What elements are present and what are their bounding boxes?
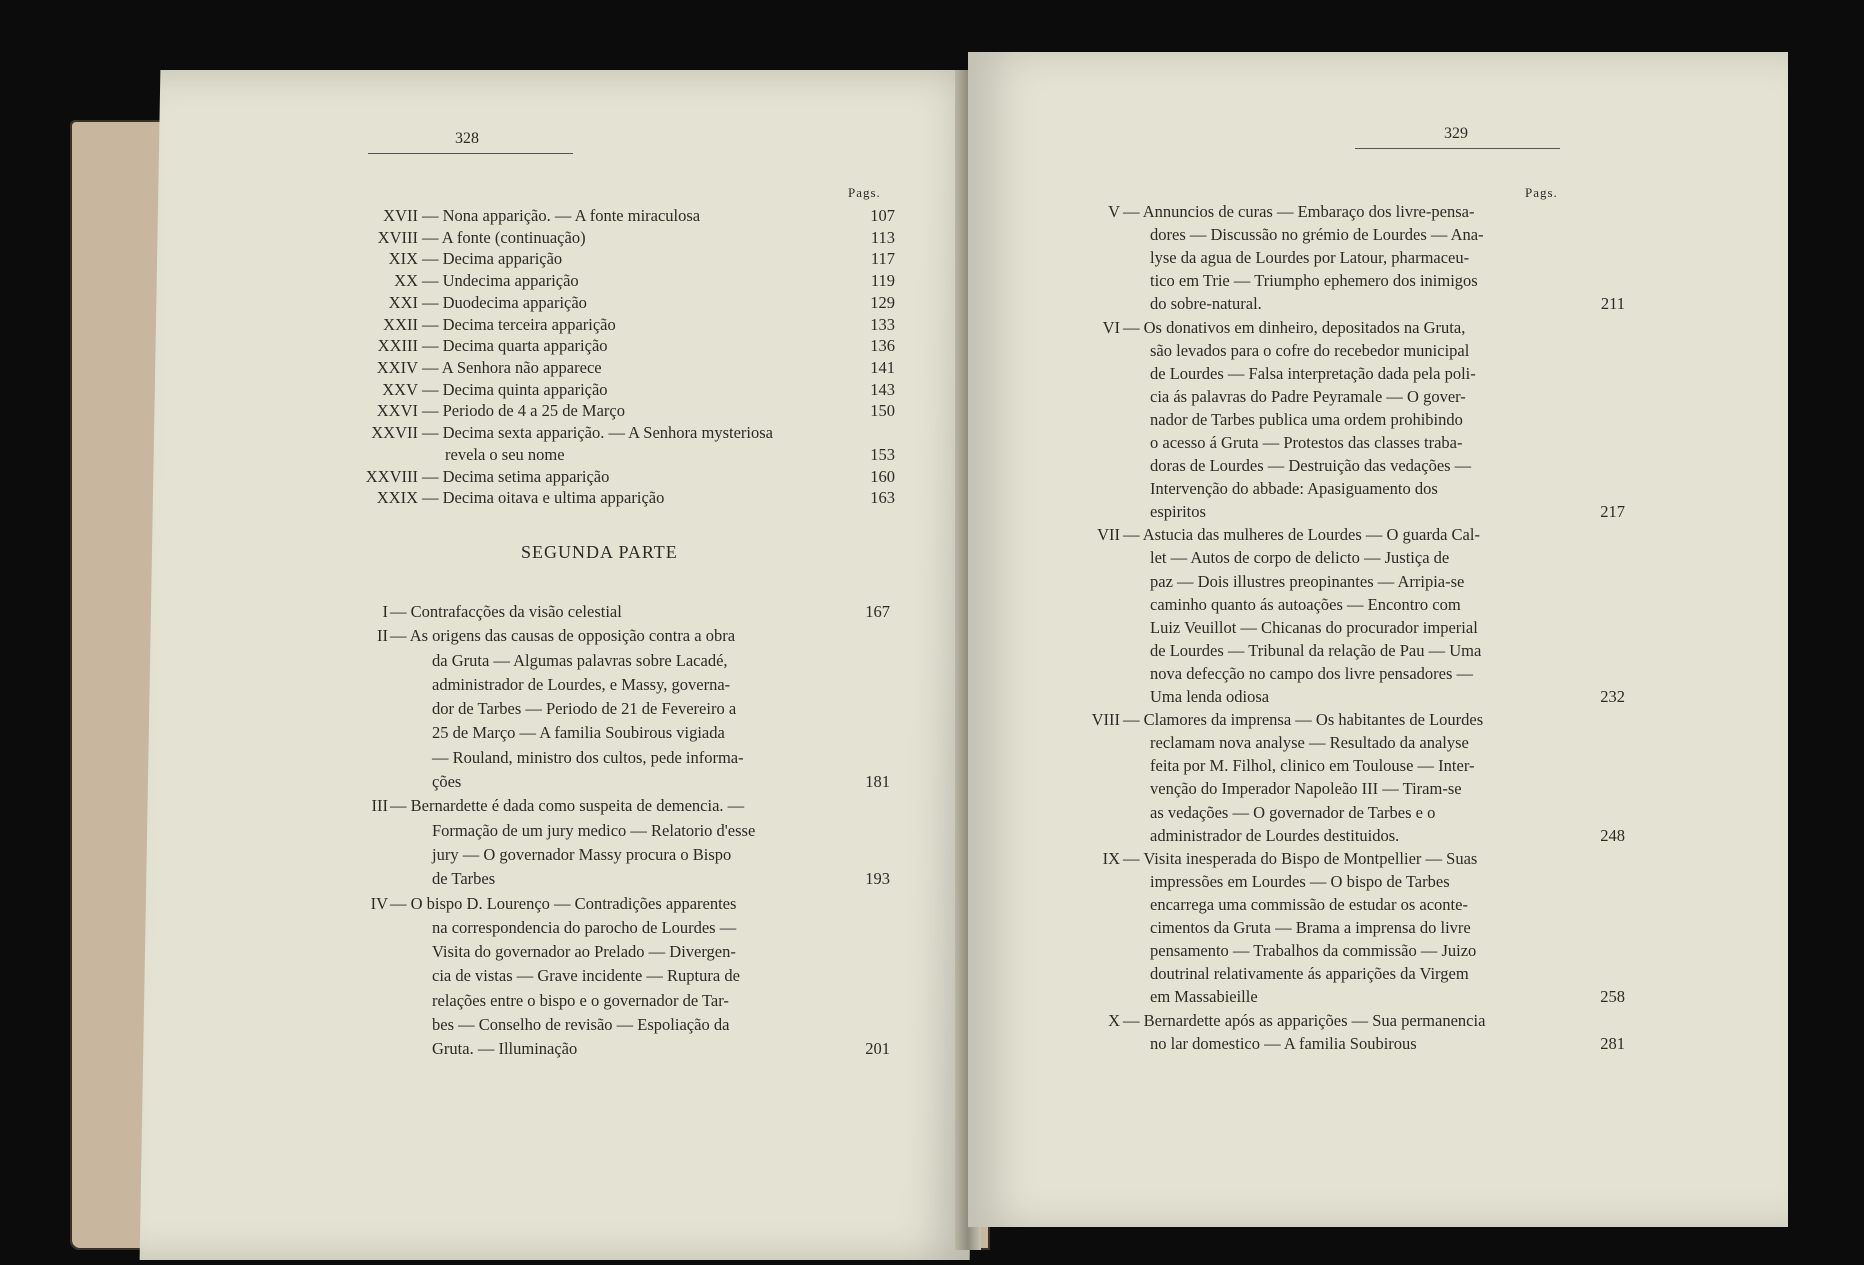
- entry-page: 163: [870, 488, 895, 508]
- entry-page: 181: [865, 772, 890, 792]
- section-heading: SEGUNDA PARTE: [521, 542, 678, 562]
- entry-title-line: de Lourdes — Falsa interpretação dada pela poli-: [1150, 363, 1476, 383]
- entry-page: 167: [865, 602, 890, 621]
- entry-page: 258: [1600, 987, 1625, 1007]
- entry-title-line: paz — Dois illustres preopinantes — Arripia-se: [1150, 571, 1465, 591]
- entry-title-line: relações entre o bispo e o governador de Tar-: [432, 990, 729, 1010]
- entry-number: VI: [1102, 317, 1120, 337]
- entry-page: 117: [870, 249, 895, 269]
- entry-page: 119: [870, 271, 895, 291]
- entry-title-line: de Lourdes — Tribunal da relação de Pau — Uma: [1150, 640, 1482, 660]
- entry-page: 211: [1600, 294, 1625, 314]
- entry-page: 193: [865, 869, 890, 889]
- entry-number: XXIV: [376, 357, 418, 377]
- entry-title: — Nona apparição. — A fonte miraculosa: [422, 206, 701, 225]
- entry-number: III: [371, 796, 388, 816]
- header-rule: [368, 153, 573, 154]
- entry-title-line: administrador de Lourdes, e Massy, governa-: [432, 674, 731, 694]
- entry-number: XVIII: [377, 227, 418, 247]
- entry-number: VII: [1097, 525, 1120, 545]
- entry-title-line: pensamento — Trabalhos da commissão — Juizo: [1150, 941, 1477, 961]
- entry-number: XXI: [388, 292, 418, 312]
- entry-title-line: na correspondencia do parocho de Lourdes —: [432, 917, 737, 937]
- entry-number: V: [1108, 202, 1120, 221]
- entry-title-line: cia ás palavras do Padre Peyramale — O gover-: [1150, 386, 1466, 406]
- entry-number: XIX: [388, 249, 418, 269]
- entry-title-line: Formação de um jury medico — Relatorio d'esse: [432, 820, 756, 840]
- entry-title-line: — Contrafacções da visão celestial: [390, 602, 622, 621]
- entry-title: — Undecima apparição: [422, 271, 579, 291]
- entry-page: 129: [870, 292, 895, 312]
- entry-title-line: — O bispo D. Lourenço — Contradições apparentes: [390, 893, 737, 913]
- entry-title-line: cia de vistas — Grave incidente — Ruptura de: [432, 966, 740, 986]
- entry-title-line: Gruta. — Illuminação: [432, 1039, 578, 1059]
- entry-title-line: são levados para o cofre do recebedor municipal: [1150, 340, 1470, 360]
- entry-number: XXVI: [376, 401, 418, 421]
- entry-title-line: o acesso á Gruta — Protestos das classes traba-: [1150, 433, 1463, 452]
- pags-label: Pags.: [1525, 185, 1558, 200]
- entry-title-continued: revela o seu nome: [445, 445, 565, 464]
- entry-title-line: espiritos: [1150, 502, 1206, 522]
- entry-title-line: jury — O governador Massy procura o Bispo: [432, 844, 732, 864]
- header-rule: [1355, 148, 1560, 149]
- entry-title-line: — Astucia das mulheres de Lourdes — O guarda Cal-: [1123, 525, 1480, 545]
- entry-number: XXII: [383, 314, 418, 334]
- entry-title-line: da Gruta — Algumas palavras sobre Lacadé,: [432, 650, 728, 670]
- entry-title: — A Senhora não apparece: [422, 357, 602, 377]
- entry-page: 281: [1600, 1033, 1625, 1053]
- entry-page: 217: [1600, 502, 1625, 522]
- entry-title-line: — Rouland, ministro dos cultos, pede informa-: [432, 747, 744, 767]
- entry-number: XXIX: [376, 488, 418, 508]
- entry-title-line: bes — Conselho de revisão — Espoliação da: [432, 1015, 730, 1035]
- entry-title-line: — Os donativos em dinheiro, depositados na Gruta,: [1123, 317, 1466, 337]
- entry-title-line: dores — Discussão no grémio de Lourdes — Ana-: [1150, 225, 1484, 245]
- entry-page: 160: [870, 466, 895, 486]
- entry-page: 248: [1600, 825, 1625, 845]
- entry-number: IV: [370, 893, 388, 913]
- entry-title: — Decima terceira apparição: [422, 314, 616, 334]
- entry-title-line: 25 de Março — A familia Soubirous vigiada: [432, 723, 725, 743]
- entry-title-line: encarrega uma commissão de estudar os aconte-: [1150, 894, 1468, 914]
- entry-title-line: — Bernardette após as apparições — Sua permanencia: [1123, 1010, 1486, 1030]
- entry-title-line: — Annuncios de curas — Embaraço dos livre-pensa-: [1123, 202, 1475, 221]
- entry-title: — Decima setima apparição: [422, 466, 610, 486]
- entry-number: I: [382, 602, 388, 621]
- entry-title-line: ções: [432, 772, 462, 792]
- entry-page: 201: [865, 1039, 890, 1059]
- entry-title-line: em Massabieille: [1150, 987, 1258, 1007]
- entry-title: — Decima apparição: [422, 249, 563, 269]
- entry-title-line: no lar domestico — A familia Soubirous: [1150, 1033, 1417, 1053]
- entry-number: II: [377, 626, 388, 646]
- pags-label: Pags.: [848, 185, 881, 200]
- entry-number: XXVIII: [365, 466, 418, 486]
- entry-title: — A fonte (continuação): [422, 227, 586, 247]
- entry-title-line: feita por M. Filhol, clinico em Toulouse — Inter-: [1150, 756, 1475, 776]
- entry-title-line: — Visita inesperada do Bispo de Montpellier — Suas: [1123, 848, 1478, 868]
- entry-title-line: — As origens das causas de opposição contra a obra: [390, 626, 736, 646]
- entry-title-line: as vedações — O governador de Tarbes e o: [1150, 802, 1436, 822]
- entry-title-line: reclamam nova analyse — Resultado da analyse: [1150, 733, 1469, 753]
- entry-title-line: lyse da agua de Lourdes por Latour, pharmaceu-: [1150, 248, 1470, 268]
- entry-title-line: — Clamores da imprensa — Os habitantes de Lourdes: [1123, 710, 1484, 730]
- entry-page: 113: [870, 227, 895, 247]
- entry-number: IX: [1102, 848, 1120, 868]
- page-number: 328: [455, 130, 479, 147]
- entry-title-line: Luiz Veuillot — Chicanas do procurador imperial: [1150, 617, 1478, 637]
- entry-page: 141: [870, 357, 895, 377]
- entry-title-line: do sobre-natural.: [1150, 294, 1262, 314]
- entry-page: 150: [870, 401, 895, 421]
- entry-title-line: cimentos da Gruta — Brama a imprensa do livre: [1150, 918, 1471, 938]
- entry-title-line: administrador de Lourdes destituidos.: [1150, 825, 1400, 845]
- entry-title: — Decima quarta apparição: [422, 336, 608, 356]
- entry-page: 153: [870, 445, 895, 464]
- entry-title-line: caminho quanto ás autoações — Encontro com: [1150, 594, 1461, 614]
- entry-title-line: dor de Tarbes — Periodo de 21 de Fevereiro a: [432, 699, 737, 719]
- entry-title-line: — Bernardette é dada como suspeita de demencia. —: [390, 796, 745, 816]
- entry-number: VIII: [1091, 710, 1120, 730]
- entry-title-line: impressões em Lourdes — O bispo de Tarbes: [1150, 871, 1450, 891]
- page-number: 329: [1444, 125, 1468, 142]
- entry-title-line: tico em Trie — Triumpho ephemero dos inimigos: [1150, 271, 1478, 291]
- entry-page: 143: [870, 379, 895, 399]
- entry-page: 232: [1600, 687, 1625, 707]
- entry-number: X: [1108, 1010, 1120, 1030]
- entry-title-line: Uma lenda odiosa: [1150, 687, 1270, 707]
- entry-title-line: let — Autos de corpo de delicto — Justiça de: [1150, 548, 1450, 568]
- entry-number: XVII: [383, 206, 418, 225]
- entry-title-line: venção do Imperador Napoleão III — Tiram-se: [1150, 779, 1462, 799]
- entry-number: XXVII: [371, 423, 418, 442]
- entry-title-line: nador de Tarbes publica uma ordem prohibindo: [1150, 409, 1463, 429]
- entry-title: — Decima sexta apparição. — A Senhora mysteriosa: [422, 423, 773, 442]
- entry-title-line: doutrinal relativamente ás apparições da Virgem: [1150, 964, 1469, 984]
- entry-title: — Decima quinta apparição: [422, 379, 608, 399]
- entry-title-line: nova defecção no campo dos livre pensadores —: [1150, 663, 1474, 683]
- entry-title-line: de Tarbes: [432, 869, 496, 889]
- entry-title-line: Visita do governador ao Prelado — Divergen-: [432, 942, 736, 962]
- entry-number: XXV: [382, 379, 418, 399]
- entry-page: 136: [870, 336, 895, 356]
- entry-title-line: doras de Lourdes — Destruição das vedações —: [1150, 456, 1472, 476]
- entry-title: — Periodo de 4 a 25 de Março: [422, 401, 625, 421]
- entry-title-line: Intervenção do abbade: Apasiguamento dos: [1150, 479, 1438, 499]
- entry-title: — Decima oitava e ultima apparição: [422, 488, 665, 508]
- entry-page: 133: [870, 314, 895, 334]
- entry-number: XXIII: [377, 336, 418, 356]
- entry-number: XX: [394, 271, 418, 291]
- entry-title: — Duodecima apparição: [422, 292, 587, 312]
- entry-page: 107: [870, 206, 895, 225]
